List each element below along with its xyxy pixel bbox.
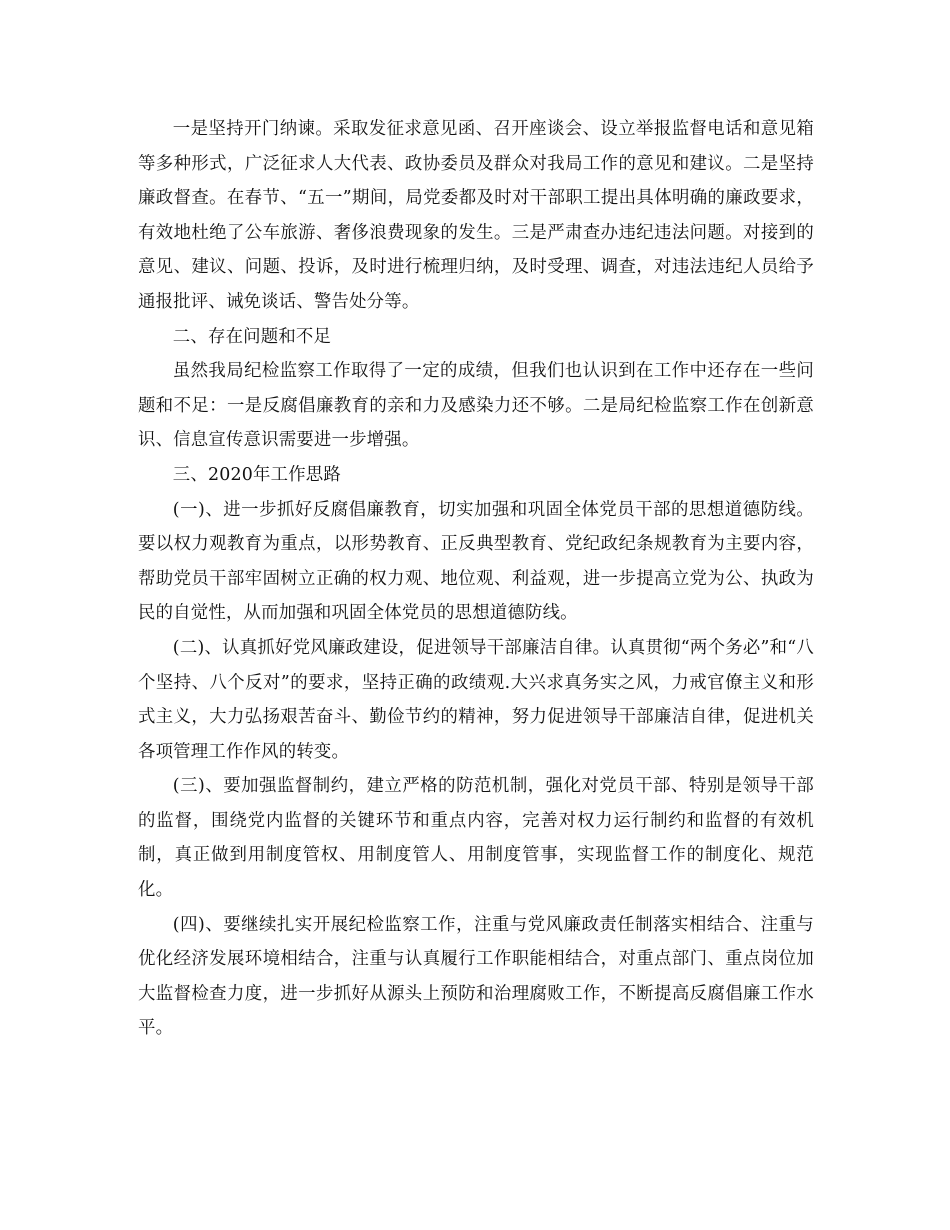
paragraph-problems: 虽然我局纪检监察工作取得了一定的成绩，但我们也认识到在工作中还存在一些问题和不足：一是反腐倡廉教育的亲和力及感染力还不够。二是局纪检监察工作在创新意识、信息宣传意识需要进一步增强。 (138, 361, 814, 451)
paragraph-plan-item-4: (四)、要继续扎实开展纪检监察工作，注重与党风廉政责任制落实相结合、注重与优化经济发展环境相结合，注重与认真履行工作职能相结合，对重点部门、重点岗位加大监督检查力度，进一步抓好从源头上预防和治理腐败工作，不断提高反腐倡廉工作水平。 (138, 914, 814, 1039)
section-heading-work-plan: 三、2020年工作思路 (172, 464, 341, 485)
paragraph-work-measures: 一是坚持开门纳谏。采取发征求意见函、召开座谈会、设立举报监督电话和意见箱等多种形式，广泛征求人大代表、政协委员及群众对我局工作的意见和建议。二是坚持廉政督查。在春节、“五一”期间，局党委都及时对干部职工提出具体明确的廉政要求，有效地杜绝了公车旅游、奢侈浪费现象的发生。三是严肃查办违纪违法问题。对接到的意见、建议、问题、投诉，及时进行梳理归纳，及时受理、调查，对违法违纪人员给予通报批评、诫免谈话、警告处分等。 (138, 119, 814, 312)
paragraph-plan-item-2: (二)、认真抓好党风廉政建设，促进领导干部廉洁自律。认真贯彻“两个务必”和“八个坚持、八个反对”的要求，坚持正确的政绩观.大兴求真务实之风，力戒官僚主义和形式主义，大力弘扬艰苦奋斗、勤俭节约的精神，努力促进领导干部廉洁自律，促进机关各项管理工作作风的转变。 (138, 637, 814, 762)
document-body (138, 112, 814, 1046)
paragraph-plan-item-3: (三)、要加强监督制约，建立严格的防范机制，强化对党员干部、特别是领导干部的监督，围绕党内监督的关键环节和重点内容，完善对权力运行制约和监督的有效机制，真正做到用制度管权、用制度管人、用制度管事，实现监督工作的制度化、规范化。 (138, 776, 814, 901)
section-heading-problems: 二、存在问题和不足 (172, 326, 332, 347)
paragraph-plan-item-1: (一)、进一步抓好反腐倡廉教育，切实加强和巩固全体党员干部的思想道德防线。要以权力观教育为重点，以形势教育、正反典型教育、党纪政纪条规教育为主要内容，帮助党员干部牢固树立正确的权力观、地位观、利益观，进一步提高立党为公、执政为民的自觉性，从而加强和巩固全体党员的思想道德防线。 (138, 499, 814, 624)
